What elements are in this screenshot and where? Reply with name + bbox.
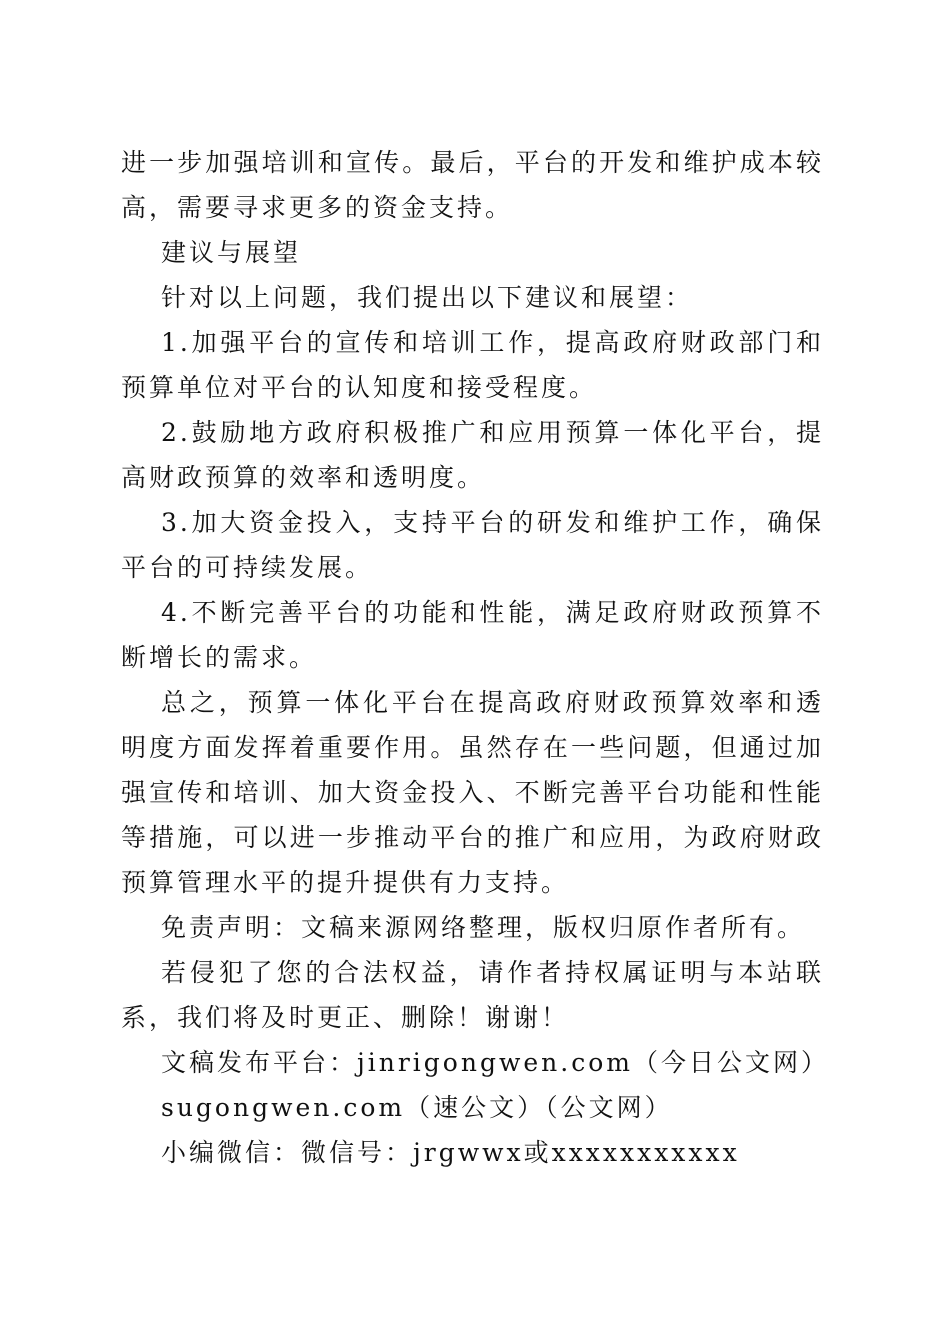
document-body [121, 140, 829, 1175]
list-item-2: 2.鼓励地方政府积极推广和应用预算一体化平台，提高财政预算的效率和透明度。 [121, 418, 824, 492]
list-item-3: 3.加大资金投入，支持平台的研发和维护工作，确保平台的可持续发展。 [121, 508, 824, 582]
section-heading: 建议与展望 [161, 238, 302, 267]
list-item-1: 1.加强平台的宣传和培训工作，提高政府财政部门和预算单位对平台的认知度和接受程度。 [121, 328, 824, 402]
wechat-line: 小编微信：微信号：jrgwwx或xxxxxxxxxxx [161, 1138, 740, 1167]
paragraph-intro: 针对以上问题，我们提出以下建议和展望： [161, 283, 694, 312]
copyright-notice: 若侵犯了您的合法权益，请作者持权属证明与本站联系，我们将及时更正、删除！谢谢！ [121, 958, 824, 1032]
list-item-4: 4.不断完善平台的功能和性能，满足政府财政预算不断增长的需求。 [121, 598, 824, 672]
publish-platform-line: 文稿发布平台：jinrigongwen.com（今日公文网） [161, 1048, 829, 1077]
paragraph-conclusion: 总之，预算一体化平台在提高政府财政预算效率和透明度方面发挥着重要作用。虽然存在一些问题，但通过加强宣传和培训、加大资金投入、不断完善平台功能和性能等措施，可以进一步推动平台的推广和应用，为政府财政预算管理水平的提升提供有力支持。 [121, 688, 824, 897]
disclaimer-line: 免责声明：文稿来源网络整理，版权归原作者所有。 [161, 913, 806, 942]
site-line: sugongwen.com（速公文）（公文网） [161, 1093, 673, 1122]
paragraph-continuation: 进一步加强培训和宣传。最后，平台的开发和维护成本较高，需要寻求更多的资金支持。 [121, 148, 824, 222]
